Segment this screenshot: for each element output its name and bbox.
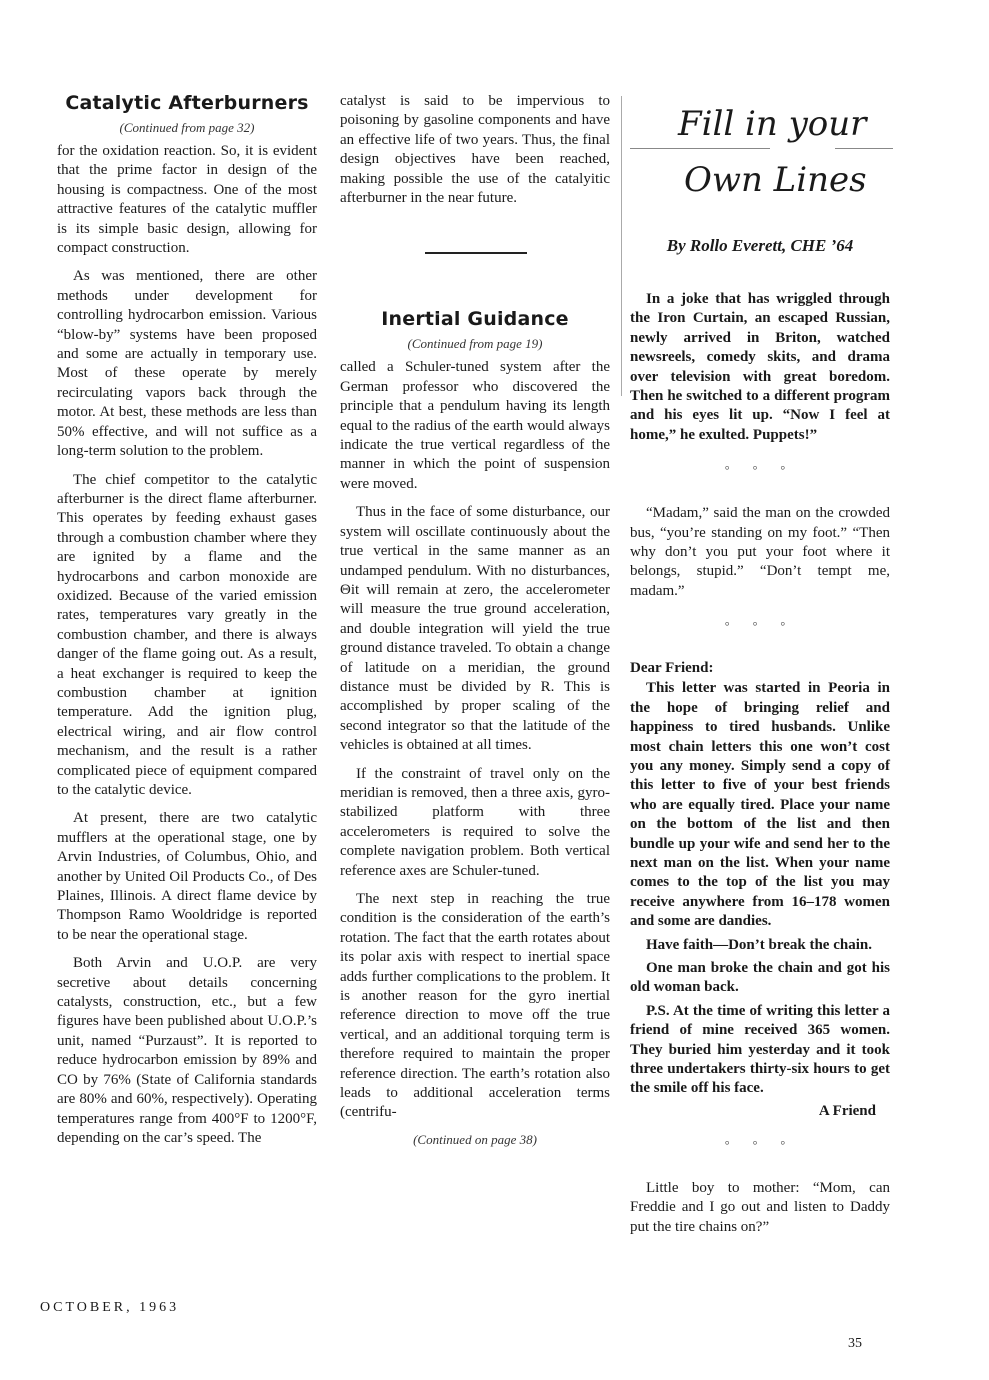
- byline: By Rollo Everett, CHE ’64: [666, 236, 854, 255]
- paragraph: The next step in reaching the true condition is the consideration of the earth’s rotation. The fact that the earth rotates about its polar axis with respect to inertial space adds further complications to the problem. It is another reason for the gyro inertial reference direction to move off the true vertical, and an additional torquing term is therefore required to maintain the proper reference direction. The earth’s rotation also leads to additional acceleration terms (centrifu-: [340, 891, 610, 1121]
- paragraph: Both Arvin and U.O.P. are very secretive about details concerning catalysts, construction, etc., but a few figures have been published about U.O.P.’s unit, named “Purzaust”. It is reported to reduce hydrocarbon emission by 89% and CO by 76% (State of California standards are 80% and 60%, respectively). Operating temperatures range from 400°F to 1200°F, depending on the car’s speed. The: [57, 955, 317, 1146]
- separator-dots: ° ° °: [724, 619, 796, 634]
- title-rule-right: [835, 148, 893, 149]
- separator-dots: ° ° °: [724, 463, 796, 478]
- paragraph: If the constraint of travel only on the meridian is removed, then a three axis, gyro-stabilized platform with three accelerometers is required to solve the complete navigation problem. Both vertical reference axes are Schuler-tuned.: [340, 765, 610, 879]
- paragraph: At present, there are two catalytic mufflers at the operational stage, one by Arvin Industries, of Columbus, Ohio, and another by United Oil Products Co., of Des Plaines, Illinois. A direct flame device by Thompson Ramo Wooldridge is reported to be near the operational stage.: [57, 810, 317, 943]
- continued-from-note: (Continued from page 19): [407, 336, 543, 352]
- continued-on-note: (Continued on page 38): [413, 1131, 537, 1147]
- article-heading-inertial: Inertial Guidance: [381, 308, 569, 331]
- letter-salutation: Dear Friend:: [630, 660, 714, 677]
- paragraph: called a Schuler-tuned system after the German professor who discovered the principle that a pendulum having its length equal to the radius of the earth would always indicate the true vertical regardless of the manner in which the point of suspension were moved.: [340, 359, 610, 492]
- column-catalytic-afterburners: [57, 92, 317, 1157]
- issue-date: OCTOBER, 1963: [40, 1300, 180, 1315]
- title-line-1: Fill in your: [678, 104, 867, 144]
- letter-paragraph: This letter was started in Peoria in the hope of bringing relief and happiness to tired husbands. Unlike most chain letters this one won’t cost you any money. Simply send a copy of this letter to five of your best friends who are equally tired. Place your name on the bottom of the list and then bundle up your wife and send her to the next man on the list. When your name comes to the top of the list you may receive anywhere from 16–178 women and some are dandies.: [630, 680, 890, 930]
- title-rule-left: [630, 148, 770, 149]
- letter-signoff: A Friend: [818, 1102, 876, 1119]
- letter-paragraph: One man broke the chain and got his old woman back.: [630, 959, 890, 996]
- feature-title: [630, 96, 890, 206]
- joke-tire-chains: Little boy to mother: “Mom, can Freddie and I go out and listen to Daddy put the tire chains on?”: [630, 1179, 890, 1235]
- column-inertial-guidance: [340, 92, 610, 1154]
- separator-dots: ° ° °: [724, 1137, 796, 1152]
- paragraph: catalyst is said to be impervious to poisoning by gasoline components and have an effective life of two years. Thus, the final design objectives have been reached, making possible the use of the catalyitic afterburner in the near future.: [340, 93, 610, 207]
- letter-paragraph: P.S. At the time of writing this letter a friend of mine received 365 women. They buried him yesterday and it took three undertakers thirty-six hours to get the smile off his face.: [630, 1002, 890, 1097]
- column-fill-in-your-own-lines: [630, 92, 890, 1246]
- paragraph: The chief competitor to the catalytic afterburner is the direct flame afterburner. This operates by feeding exhaust gases through a combustion chamber where they are ignited by a flame and the hydrocarbons and carbon monoxide are oxidized. Because of the varied emission rates, temperatures vary greatly in the combustion chamber, and there is always danger of the flame going out. As a result, a heat exchanger is required to keep the combustion chamber at ignition temperature. Add the ignition plug, electrical wiring, and air flow control mechanism, and the result is a rather complicated piece of equipment compared to the catalytic device.: [57, 471, 317, 798]
- title-line-2: Own Lines: [684, 160, 867, 200]
- page-number: 35: [848, 1336, 862, 1351]
- joke-iron-curtain: In a joke that has wriggled through the Iron Curtain, an escaped Russian, newly arrived in Briton, watched newsreels, comedy skits, and drama over television with great boredom. Then he switched to a different program and his eyes lit up. “Now I feel at home,” he exulted. Puppets!”: [630, 291, 890, 443]
- paragraph: for the oxidation reaction. So, it is evident that the prime factor in design of the housing is compactness. One of the most attractive features of the catalytic muffler is its simple basic design, allowing for compact construction.: [57, 143, 317, 257]
- joke-bus: “Madam,” said the man on the crowded bus, “you’re standing on my foot.” “Then why don’t you put your foot where it belongs, stupid.” “Don’t tempt me, madam.”: [630, 505, 890, 599]
- paragraph: As was mentioned, there are other methods under development for controlling hydrocarbon emission. Various “blow-by” systems have been proposed and some are actually in temporary use. Most of these operate by merely recirculating vapors back through the motor. At best, these methods are less than 50% effective, and will not suffice as a long-term solution to the problem.: [57, 268, 317, 460]
- section-divider: [425, 252, 527, 254]
- continued-from-note: (Continued from page 32): [119, 120, 255, 135]
- letter-paragraph: Have faith—Don’t break the chain.: [646, 936, 872, 953]
- column-divider: [621, 96, 622, 396]
- article-heading-catalytic: Catalytic Afterburners: [65, 92, 309, 114]
- paragraph: Thus in the face of some disturbance, our system will oscillate continuously about the true vertical in the same manner as an undamped pendulum. With no disturbances, Θit will remain at zero, the accelerometer will measure the true ground acceleration, and double integration will yield the true ground distance traveled. To obtain a change of latitude on a meridian, the ground distance must be divided by R. This is accomplished by proper scaling of the second integrator so that the latitude of the vehicles is obtained at all times.: [340, 504, 610, 754]
